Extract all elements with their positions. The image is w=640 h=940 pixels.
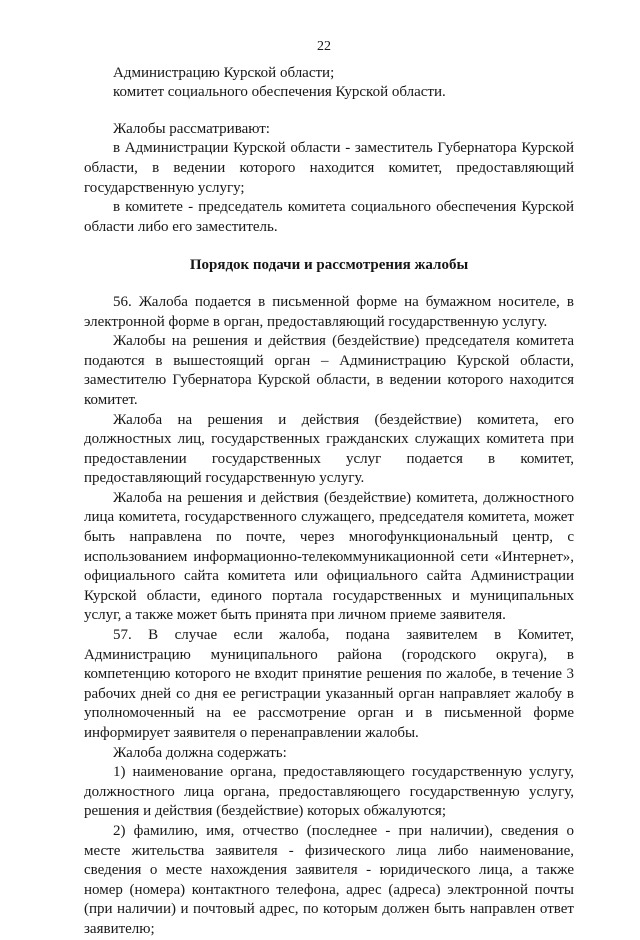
review-item-administration: в Администрации Курской области - заместитель Губернатора Курской области, в ведении которого находится комитет, предоставляющий государственную услугу; bbox=[84, 140, 574, 196]
paragraph-committee: комитет социального обеспечения Курской области. bbox=[113, 84, 446, 101]
paragraph-committee-complaints: Жалоба на решения и действия (бездействие) комитета, его должностных лиц, государственных гражданских служащих комитета при предоставлении государственных услуг подается в комитет, предоставляющий государственную услугу. bbox=[84, 411, 574, 487]
paragraph-57: 57. В случае если жалоба, подана заявителем в Комитет, Администрацию муниципального района (городского округа), в компетенцию которого не входит принятие решения по жалобе, в течение 3 рабочих дней со дня ее регистрации указанный орган направляет жалобу в уполномоченный на ее рассмотрение орган и в письменной форме информирует заявителя о перенаправлении жалобы. bbox=[84, 627, 574, 741]
paragraph-administration: Администрацию Курской области; bbox=[113, 64, 335, 81]
paragraph-chairman-complaints: Жалобы на решения и действия (бездействие) председателя комитета подаются в вышестоящий орган – Администрацию Курской области, заместителю Губернатора Курской области, в ведении которого находится комитет. bbox=[84, 333, 574, 408]
paragraph-submission-channels: Жалоба на решения и действия (бездействие) комитета, должностного лица комитета, государственного служащего, председателя комитета, может быть направлена по почте, через многофункциональный центр, с использованием информационно-телекоммуникационной сети «Интернет», официального сайта комитета или официального сайта Администрации Курской области, единого портала государственных и муниципальных услуг, а также может быть принята при личном приеме заявителя. bbox=[84, 489, 574, 624]
page-number: 22 bbox=[317, 39, 331, 54]
paragraph-must-contain: Жалоба должна содержать: bbox=[113, 744, 287, 761]
spacer bbox=[84, 103, 574, 120]
review-intro: Жалобы рассматривают: bbox=[113, 120, 270, 137]
section-heading: Порядок подачи и рассмотрения жалобы bbox=[189, 257, 469, 274]
review-item-committee: в комитете - председатель комитета социального обеспечения Курской области либо его заместитель. bbox=[84, 199, 574, 235]
list-item-2: 2) фамилию, имя, отчество (последнее - при наличии), сведения о месте жительства заявителя - физического лица либо наименование, сведения о месте нахождения заявителя - юридического лица, а также номер (номера) контактного телефона, адрес (адреса) электронной почты (при наличии) и почтовый адрес, по которым должен быть направлен ответ заявителю; bbox=[84, 822, 574, 937]
list-item-1: 1) наименование органа, предоставляющего государственную услугу, должностного лица органа, предоставляющего государственную услугу, решения и действия (бездействие) которых обжалуются; bbox=[84, 764, 574, 820]
paragraph-56: 56. Жалоба подается в письменной форме на бумажном носителе, в электронной форме в орган, предоставляющий государственную услугу. bbox=[84, 293, 574, 330]
